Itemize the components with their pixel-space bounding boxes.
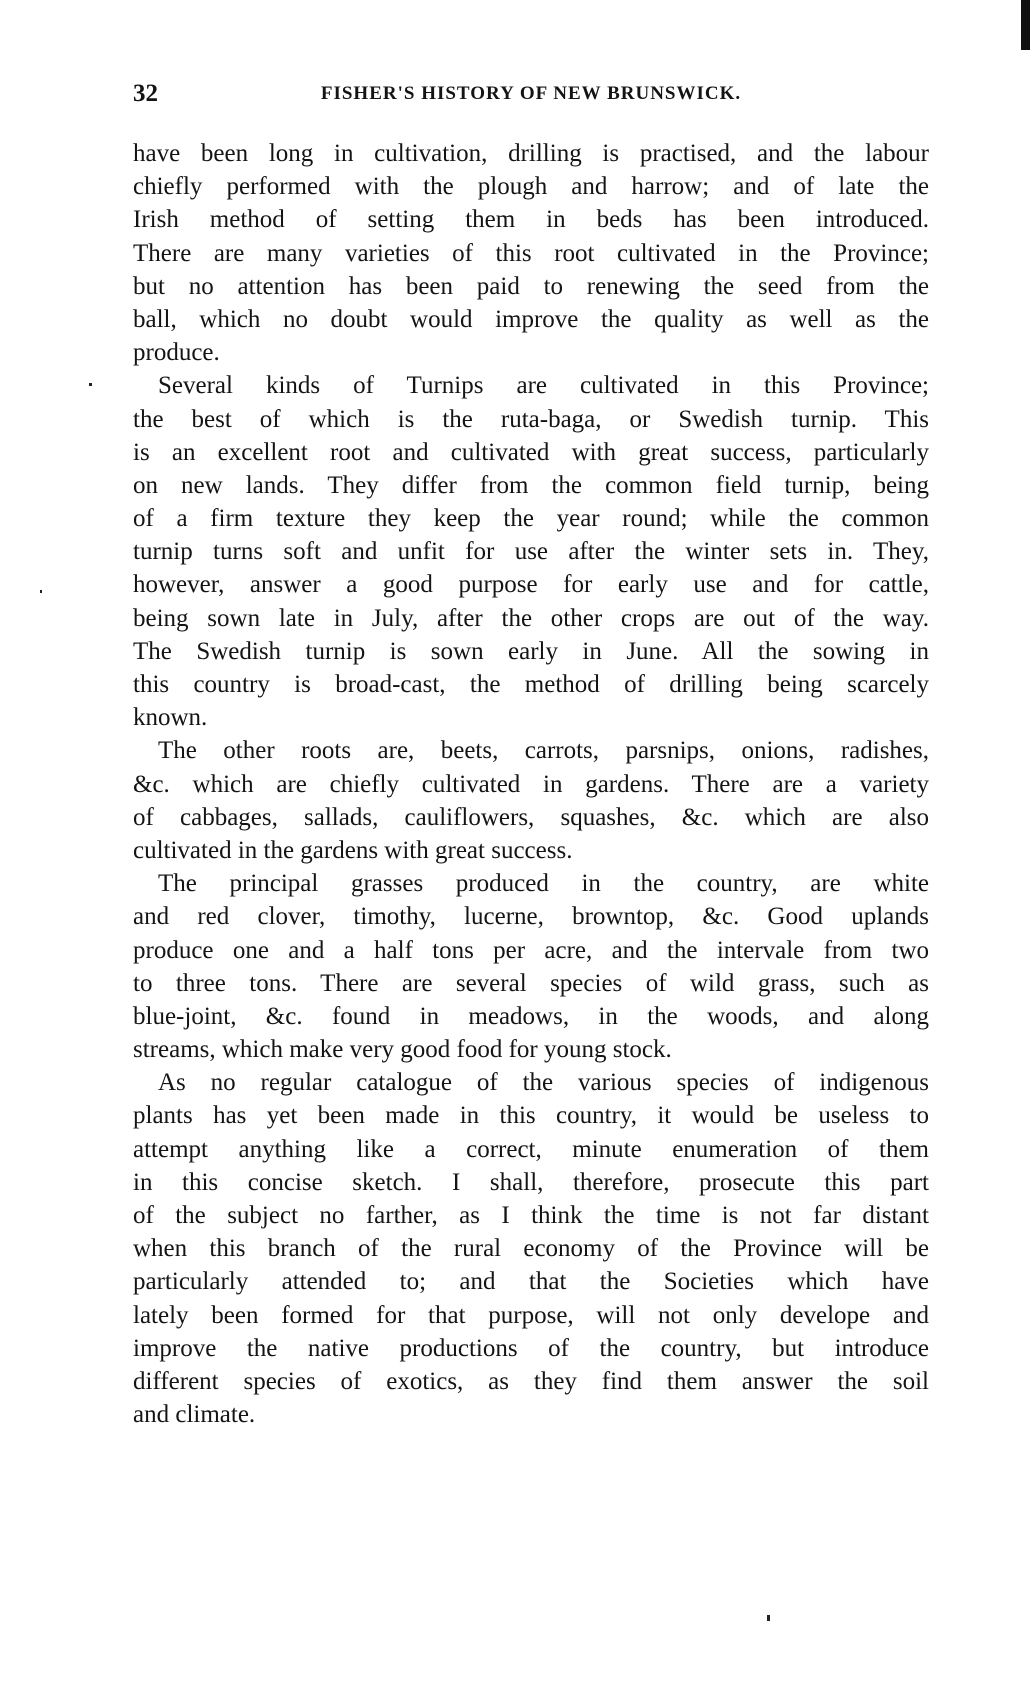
scan-edge-mark	[1021, 0, 1030, 50]
text-line: known.	[133, 704, 208, 732]
paragraph	[133, 369, 929, 734]
text-line: ball, which no doubt would improve the quality as well as the	[133, 305, 929, 333]
text-line: different species of exotics, as they find them answer the soil	[133, 1367, 929, 1395]
scan-speck	[767, 1615, 770, 1621]
paragraph	[133, 1066, 929, 1431]
scan-speck	[89, 383, 92, 386]
text-line: blue-joint, &c. found in meadows, in the woods, and along	[133, 1002, 929, 1030]
paragraph	[133, 867, 929, 1066]
text-line: chiefly performed with the plough and harrow; and of late the	[133, 173, 929, 201]
text-line: but no attention has been paid to renewing the seed from the	[133, 272, 929, 300]
paragraph	[133, 734, 929, 867]
text-line: of the subject no farther, as I think the time is not far distant	[133, 1202, 929, 1229]
text-line: As no regular catalogue of the various species of indigenous	[158, 1069, 929, 1097]
text-line: have been long in cultivation, drilling is practised, and the labour	[133, 140, 929, 167]
text-line: The principal grasses produced in the country, are white	[158, 870, 929, 898]
text-line: to three tons. There are several species of wild grass, such as	[133, 969, 929, 997]
text-line: attempt anything like a correct, minute enumeration of them	[133, 1135, 929, 1163]
text-line: however, answer a good purpose for early use and for cattle,	[133, 571, 929, 599]
text-line: particularly attended to; and that the Societies which have	[133, 1268, 929, 1296]
text-line: Irish method of setting them in beds has been introduced.	[133, 206, 929, 234]
text-line: of cabbages, sallads, cauliflowers, squashes, &c. which are also	[133, 803, 929, 831]
text-line: cultivated in the gardens with great success.	[133, 836, 573, 864]
text-line: The other roots are, beets, carrots, parsnips, onions, radishes,	[158, 737, 929, 765]
text-line: produce one and a half tons per acre, and the intervale from two	[133, 936, 929, 964]
text-line: and climate.	[133, 1401, 256, 1429]
text-line: this country is broad-cast, the method of drilling being scarcely	[133, 671, 929, 698]
running-title: FISHER'S HISTORY OF NEW BRUNSWICK.	[320, 83, 742, 104]
body-text	[133, 137, 929, 1431]
text-line: streams, which make very good food for young stock.	[133, 1036, 672, 1064]
text-line: Several kinds of Turnips are cultivated in this Province;	[158, 372, 929, 400]
text-line: in this concise sketch. I shall, therefore, prosecute this part	[133, 1168, 929, 1196]
text-line: when this branch of the rural economy of the Province will be	[133, 1235, 929, 1263]
text-line: lately been formed for that purpose, will not only develope and	[133, 1301, 929, 1329]
text-line: of a firm texture they keep the year round; while the common	[133, 505, 929, 533]
text-line: on new lands. They differ from the common field turnip, being	[133, 471, 929, 499]
text-line: The Swedish turnip is sown early in June. All the sowing in	[133, 637, 929, 665]
running-header	[133, 80, 929, 110]
text-line: produce.	[133, 339, 220, 367]
text-line: plants has yet been made in this country, it would be useless to	[133, 1102, 929, 1130]
text-line: and red clover, timothy, lucerne, browntop, &c. Good uplands	[133, 903, 929, 931]
text-line: &c. which are chiefly cultivated in gardens. There are a variety	[133, 770, 929, 798]
text-line: the best of which is the ruta-baga, or Swedish turnip. This	[133, 405, 929, 433]
page-number: 32	[133, 80, 158, 107]
text-line: turnip turns soft and unfit for use after the winter sets in. They,	[133, 538, 929, 566]
text-line: improve the native productions of the country, but introduce	[133, 1334, 929, 1362]
paragraph	[133, 137, 929, 369]
text-line: There are many varieties of this root cultivated in the Province;	[133, 239, 929, 267]
text-line: is an excellent root and cultivated with great success, particularly	[133, 438, 929, 466]
text-line: being sown late in July, after the other crops are out of the way.	[133, 604, 929, 632]
scan-speck	[40, 590, 42, 593]
